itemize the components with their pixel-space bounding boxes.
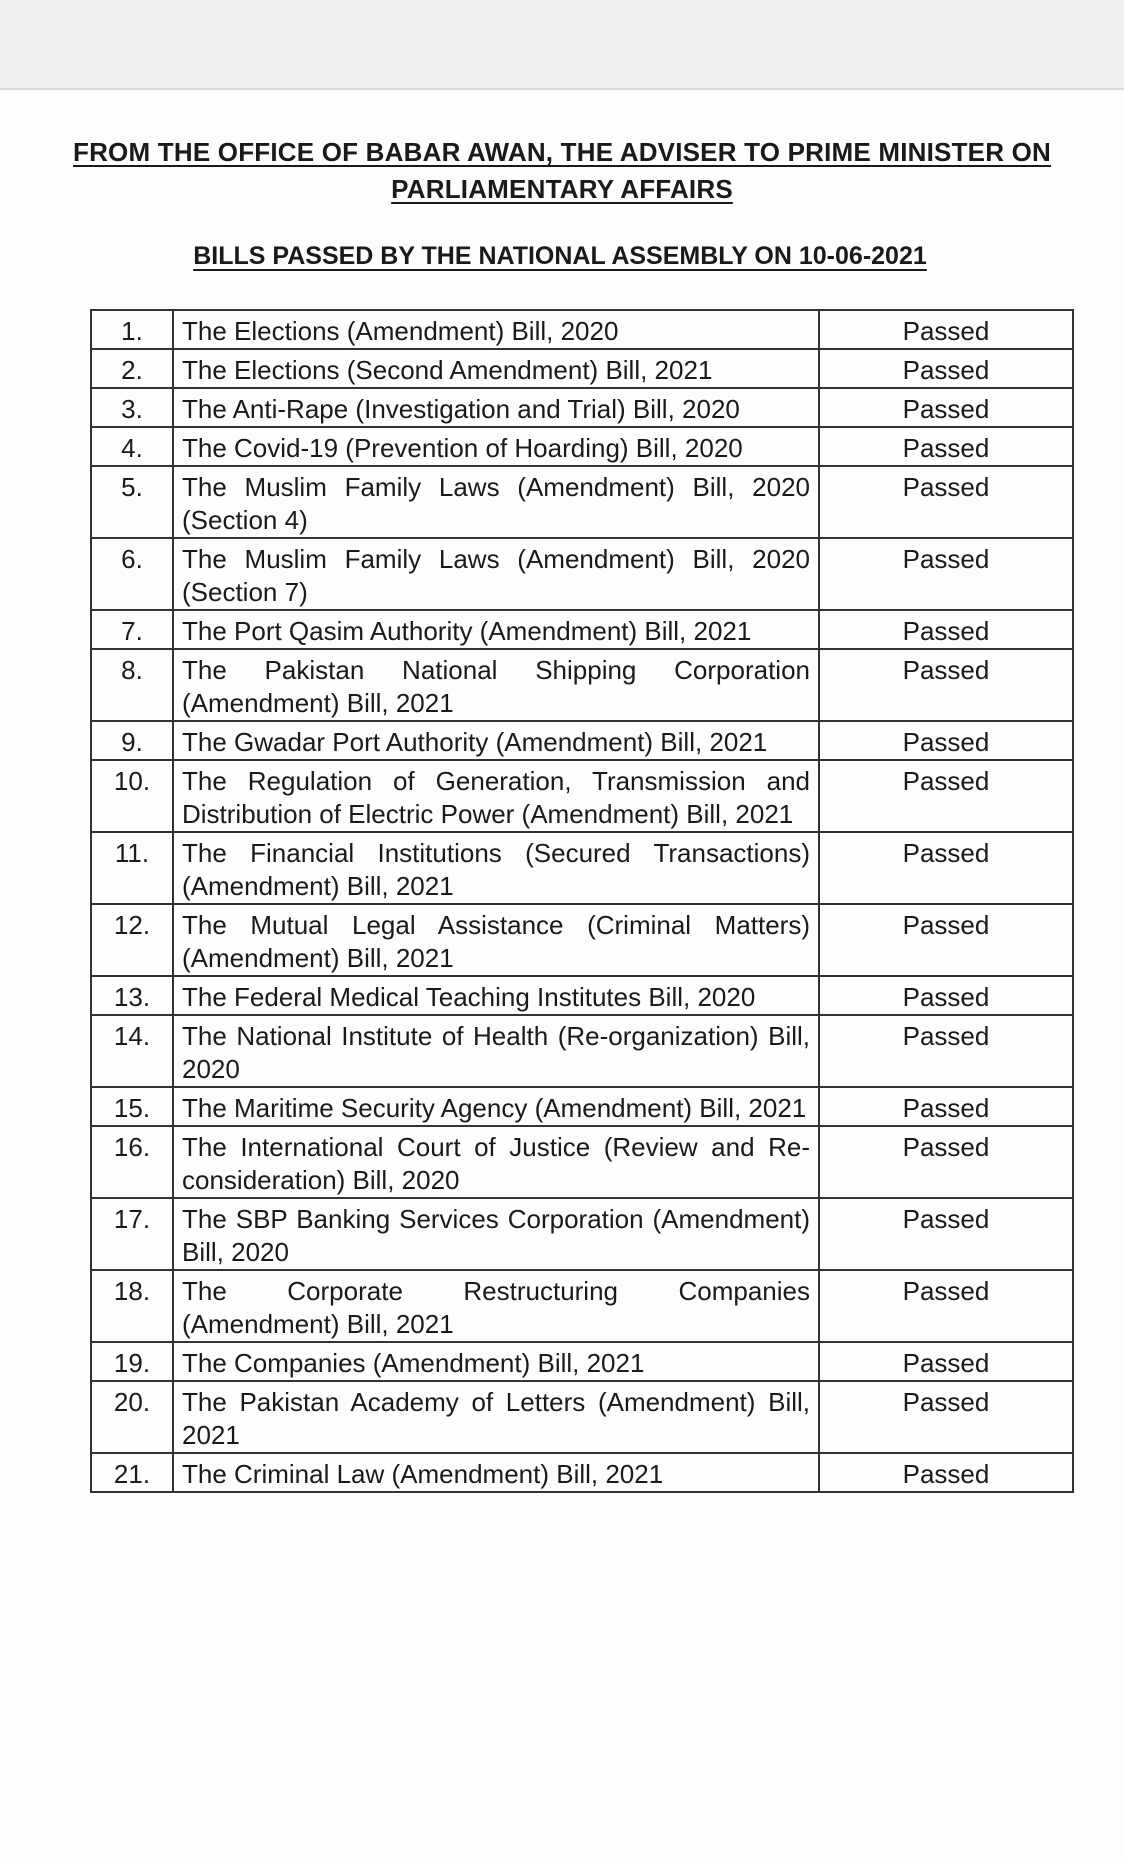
bill-number: 21. xyxy=(91,1453,173,1492)
table-row xyxy=(91,1381,1073,1453)
bill-status: Passed xyxy=(819,904,1073,976)
bill-number: 5. xyxy=(91,466,173,538)
bill-number: 18. xyxy=(91,1270,173,1342)
bill-status: Passed xyxy=(819,1126,1073,1198)
bill-status: Passed xyxy=(819,1381,1073,1453)
bill-title: The Pakistan National Shipping Corporation (Amendment) Bill, 2021 xyxy=(173,649,819,721)
bill-title: The Elections (Second Amendment) Bill, 2021 xyxy=(173,349,819,388)
bill-number: 9. xyxy=(91,721,173,760)
bill-number: 14. xyxy=(91,1015,173,1087)
bill-status: Passed xyxy=(819,466,1073,538)
table-row xyxy=(91,760,1073,832)
bill-title: The Anti-Rape (Investigation and Trial) Bill, 2020 xyxy=(173,388,819,427)
header-line-1: FROM THE OFFICE OF BABAR AWAN, THE ADVISER TO PRIME MINISTER ON xyxy=(73,137,1051,167)
bill-status: Passed xyxy=(819,1453,1073,1492)
table-row xyxy=(91,1126,1073,1198)
bill-title: The Companies (Amendment) Bill, 2021 xyxy=(173,1342,819,1381)
bills-table xyxy=(90,309,1074,1493)
bill-title: The SBP Banking Services Corporation (Amendment) Bill, 2020 xyxy=(173,1198,819,1270)
table-row xyxy=(91,649,1073,721)
bill-number: 20. xyxy=(91,1381,173,1453)
bill-status: Passed xyxy=(819,721,1073,760)
table-row xyxy=(91,1270,1073,1342)
bill-status: Passed xyxy=(819,310,1073,349)
bill-status: Passed xyxy=(819,427,1073,466)
table-row xyxy=(91,1015,1073,1087)
bill-number: 12. xyxy=(91,904,173,976)
table-row xyxy=(91,349,1073,388)
bill-status: Passed xyxy=(819,610,1073,649)
bill-title: The Pakistan Academy of Letters (Amendment) Bill, 2021 xyxy=(173,1381,819,1453)
document-page xyxy=(0,90,1124,1858)
bills-table-body xyxy=(91,310,1073,1492)
bill-number: 11. xyxy=(91,832,173,904)
bill-title: The Federal Medical Teaching Institutes Bill, 2020 xyxy=(173,976,819,1015)
bill-number: 10. xyxy=(91,760,173,832)
table-row xyxy=(91,976,1073,1015)
bill-title: The Regulation of Generation, Transmission and Distribution of Electric Power (Amendment) Bill, 2021 xyxy=(173,760,819,832)
bill-title: The International Court of Justice (Review and Re-consideration) Bill, 2020 xyxy=(173,1126,819,1198)
bill-status: Passed xyxy=(819,1198,1073,1270)
bill-status: Passed xyxy=(819,832,1073,904)
table-row xyxy=(91,832,1073,904)
bill-number: 19. xyxy=(91,1342,173,1381)
bill-number: 8. xyxy=(91,649,173,721)
table-row xyxy=(91,1453,1073,1492)
bill-number: 1. xyxy=(91,310,173,349)
bill-title: The Port Qasim Authority (Amendment) Bill, 2021 xyxy=(173,610,819,649)
table-row xyxy=(91,721,1073,760)
table-row xyxy=(91,427,1073,466)
bill-title: The Maritime Security Agency (Amendment) Bill, 2021 xyxy=(173,1087,819,1126)
bill-number: 2. xyxy=(91,349,173,388)
bill-status: Passed xyxy=(819,1087,1073,1126)
table-row xyxy=(91,610,1073,649)
bill-title: The Gwadar Port Authority (Amendment) Bill, 2021 xyxy=(173,721,819,760)
office-header xyxy=(20,134,1104,208)
bill-number: 7. xyxy=(91,610,173,649)
bill-number: 3. xyxy=(91,388,173,427)
bill-number: 6. xyxy=(91,538,173,610)
bill-title: The Financial Institutions (Secured Transactions) (Amendment) Bill, 2021 xyxy=(173,832,819,904)
header-line-2: PARLIAMENTARY AFFAIRS xyxy=(391,174,733,204)
table-row xyxy=(91,466,1073,538)
bill-status: Passed xyxy=(819,649,1073,721)
table-row xyxy=(91,1087,1073,1126)
bill-number: 13. xyxy=(91,976,173,1015)
top-gray-band xyxy=(0,0,1124,90)
bill-title: The Muslim Family Laws (Amendment) Bill, 2020 (Section 4) xyxy=(173,466,819,538)
bill-status: Passed xyxy=(819,976,1073,1015)
table-row xyxy=(91,1198,1073,1270)
table-row xyxy=(91,388,1073,427)
bill-status: Passed xyxy=(819,388,1073,427)
table-row xyxy=(91,310,1073,349)
bill-number: 15. xyxy=(91,1087,173,1126)
bill-status: Passed xyxy=(819,349,1073,388)
bill-title: The Criminal Law (Amendment) Bill, 2021 xyxy=(173,1453,819,1492)
bill-title: The Muslim Family Laws (Amendment) Bill, 2020 (Section 7) xyxy=(173,538,819,610)
bill-status: Passed xyxy=(819,760,1073,832)
table-row xyxy=(91,904,1073,976)
table-row xyxy=(91,1342,1073,1381)
bill-title: The Elections (Amendment) Bill, 2020 xyxy=(173,310,819,349)
bill-status: Passed xyxy=(819,1270,1073,1342)
bill-number: 4. xyxy=(91,427,173,466)
bill-status: Passed xyxy=(819,1015,1073,1087)
bill-title: The Corporate Restructuring Companies (Amendment) Bill, 2021 xyxy=(173,1270,819,1342)
table-row xyxy=(91,538,1073,610)
bill-status: Passed xyxy=(819,538,1073,610)
bill-title: The Covid-19 (Prevention of Hoarding) Bill, 2020 xyxy=(173,427,819,466)
bills-heading: BILLS PASSED BY THE NATIONAL ASSEMBLY ON 10-06-2021 xyxy=(193,242,927,270)
bill-number: 17. xyxy=(91,1198,173,1270)
bill-title: The National Institute of Health (Re-organization) Bill, 2020 xyxy=(173,1015,819,1087)
bill-title: The Mutual Legal Assistance (Criminal Matters) (Amendment) Bill, 2021 xyxy=(173,904,819,976)
bill-status: Passed xyxy=(819,1342,1073,1381)
bill-number: 16. xyxy=(91,1126,173,1198)
